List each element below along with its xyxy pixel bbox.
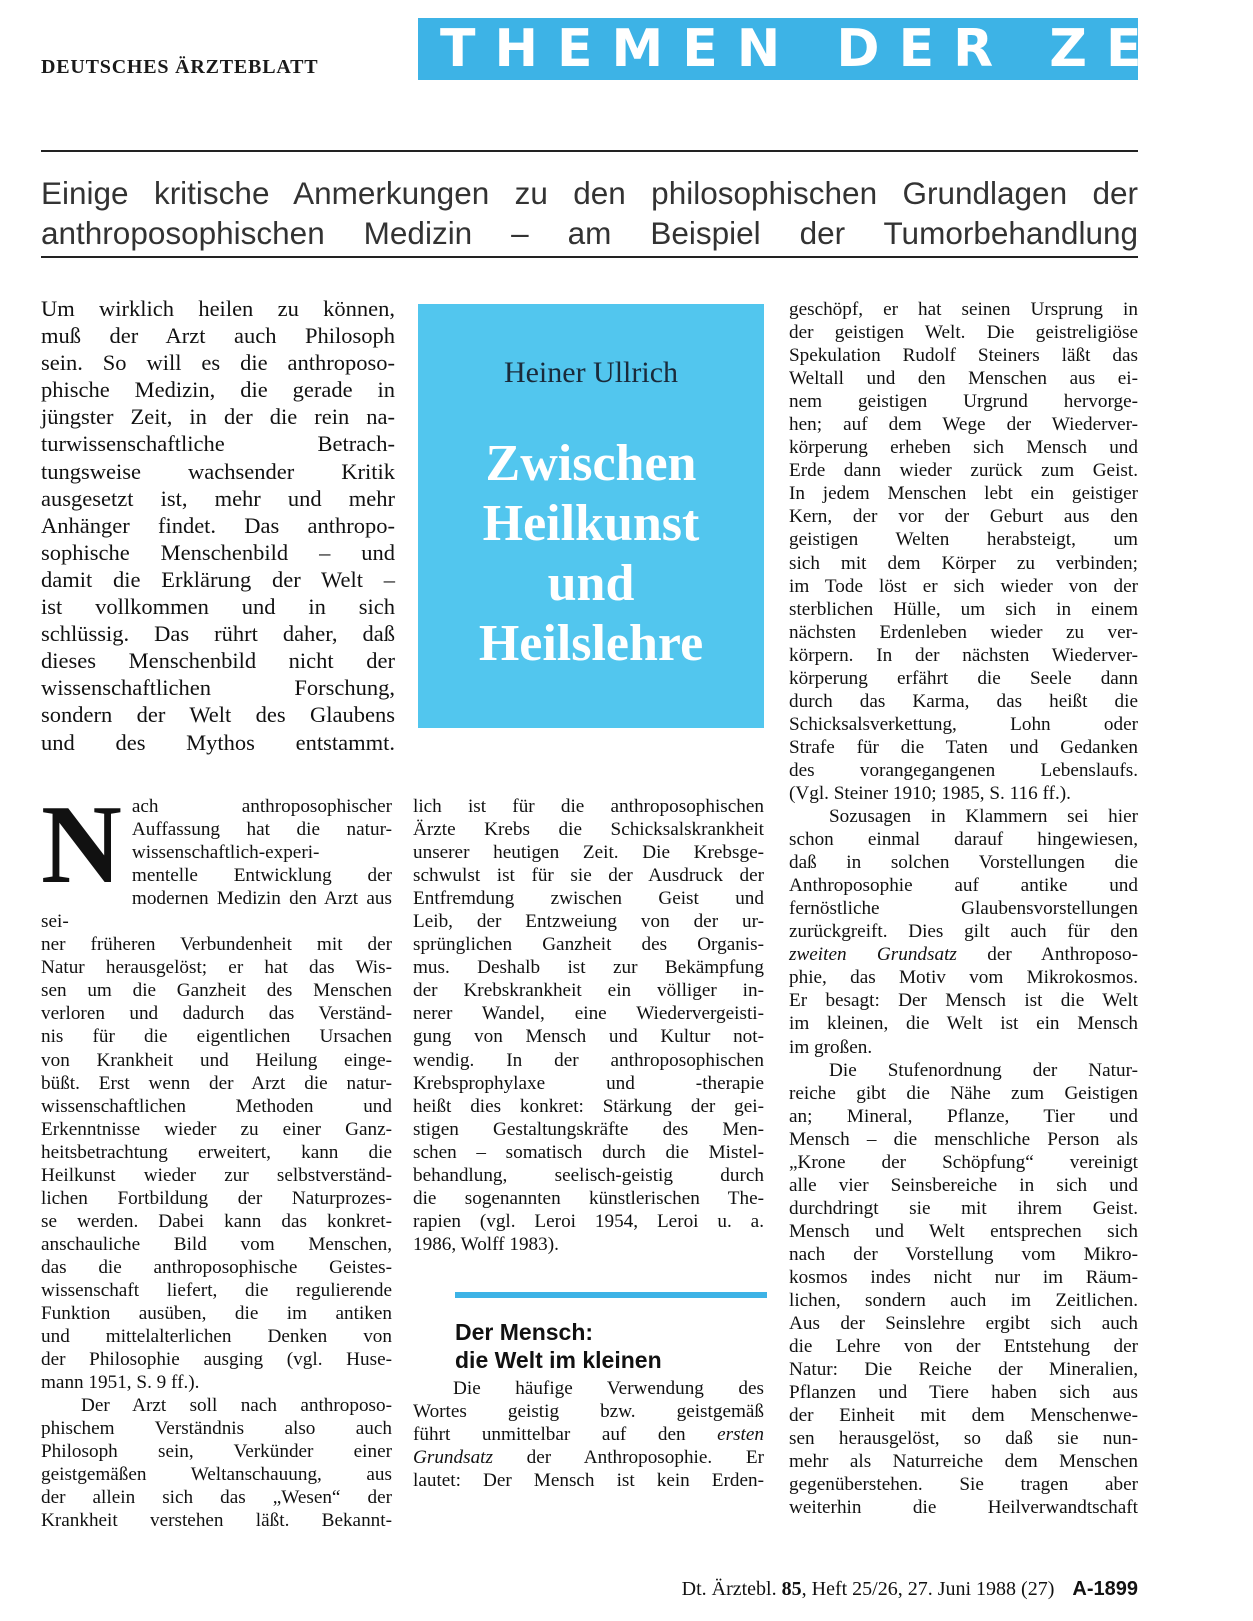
top-rule: [41, 150, 1138, 152]
text-line: sen herausgelöst, so daß sie nun-: [789, 1428, 1138, 1450]
text-line: unserer heutigen Zeit. Die Krebsge-: [413, 842, 764, 864]
lead-paragraph: [41, 295, 395, 756]
text-line: büßt. Erst wenn der Arzt die natur-: [41, 1072, 392, 1094]
text-line: nerer Wandel, eine Wiedervergeisti-: [413, 1003, 764, 1025]
text-line: Pflanzen und Tiere haben sich aus: [789, 1382, 1138, 1404]
column-2: [413, 795, 764, 1256]
text-line: dieses Menschenbild nicht der: [41, 648, 395, 674]
text-line: gung von Mensch und Kultur not-: [413, 1026, 764, 1048]
text-line: weiterhin die Heilverwandtschaft: [789, 1497, 1138, 1519]
text-line: ach anthroposophischer: [131, 796, 392, 817]
text-line: wissenschaft liefert, die regulierende: [41, 1279, 392, 1301]
col3-paragraph-2: [789, 805, 1138, 1059]
text-line: im Tode löst er sich wieder von der: [789, 575, 1138, 597]
text-line: geistgemäßen Weltanschauung, aus: [41, 1464, 392, 1486]
text-line: kosmos indes nicht nur im Räum-: [789, 1266, 1138, 1288]
text-line: im großen.: [789, 1036, 873, 1058]
column-1: [41, 783, 392, 1533]
text-line: sein. So will es die anthroposo-: [41, 350, 395, 376]
footer-journal: Dt. Ärztebl.: [681, 1578, 777, 1600]
text-line: nis für die eigentlichen Ursachen: [41, 1026, 392, 1048]
text-line: sondern der Welt des Glaubens: [41, 702, 395, 728]
text-line: Der Arzt soll nach anthroposo-: [81, 1395, 392, 1417]
text-line: der allein sich das „Wesen“ der: [41, 1487, 392, 1509]
text-line: heitsbetrachtung erweitert, kann die: [41, 1141, 392, 1163]
subheading-line: Der Mensch:: [455, 1319, 594, 1345]
author-name: Heiner Ullrich: [503, 356, 679, 389]
text-line: lichen Fortbildung der Naturprozes-: [41, 1187, 392, 1209]
text-line: der Philosophie ausging (vgl. Huse-: [41, 1349, 392, 1371]
article-title: [418, 434, 764, 674]
text-line: nem geistigen Urgrund hervorge-: [789, 391, 1138, 413]
text-line: Anhänger findet. Das anthropo-: [41, 512, 395, 538]
text-line: turwissenschaftliche Betrach-: [41, 431, 395, 457]
col2-paragraph-1: [413, 795, 764, 1256]
text-line: hen; auf dem Wege der Wiederver-: [789, 414, 1138, 436]
title-line: Heilslehre: [478, 615, 704, 672]
text-line: rapien (vgl. Leroi 1954, Leroi u. a.: [413, 1210, 764, 1232]
text-line: jüngster Zeit, in der die rein na-: [41, 404, 395, 430]
footer-issue: , Heft 25/26, 27. Juni 1988 (27): [801, 1578, 1055, 1600]
text-line: Natur: Die Reiche der Mineralien,: [789, 1359, 1138, 1381]
text-line: Aus der Seinslehre ergibt sich auch: [789, 1313, 1138, 1335]
text-line: Entfremdung zwischen Geist und: [413, 888, 764, 910]
text-line: wissenschaftlich-experi-: [131, 842, 320, 864]
text-line: Erde dann wieder zurück zum Geist.: [789, 460, 1138, 482]
text-line: behandlung, seelisch-geistig durch: [413, 1164, 764, 1186]
text-line: ner früheren Verbundenheit mit der: [41, 934, 392, 956]
title-line: Zwischen: [485, 435, 697, 492]
text-line: Sozusagen in Klammern sei hier: [829, 806, 1138, 828]
headline-rule: [41, 256, 1138, 258]
text-line: Philosoph sein, Verkünder einer: [41, 1441, 392, 1463]
text-line: Die häufige Verwendung des: [453, 1378, 764, 1399]
text-line: des vorangegangenen Lebenslaufs.: [789, 759, 1138, 781]
text-line: führt unmittelbar auf den ersten: [413, 1424, 764, 1446]
text-line: durchdringt sie mit ihrem Geist.: [789, 1197, 1138, 1219]
text-line: körperung erfährt die Seele dann: [789, 667, 1138, 689]
text-line: Mensch – die menschliche Person als: [789, 1128, 1138, 1150]
text-line: zweiten Grundsatz der Anthroposo-: [789, 944, 1138, 966]
text-line: durch das Karma, das heißt die: [789, 690, 1138, 712]
text-line: phie, das Motiv vom Mikrokosmos.: [789, 967, 1138, 989]
text-line: nächsten Erdenleben wieder zu ver-: [789, 621, 1138, 643]
text-line: ausgesetzt ist, mehr und mehr: [41, 485, 395, 511]
title-box: [418, 304, 764, 728]
text-line: (Vgl. Steiner 1910; 1985, S. 116 ff.).: [789, 782, 1071, 804]
text-line: mus. Deshalb ist zur Bekämpfung: [413, 957, 764, 979]
text-line: der Krebskrankheit ein völliger in-: [413, 980, 764, 1002]
text-line: schwulst ist für sie der Ausdruck der: [413, 865, 764, 887]
text-line: von Krankheit und Heilung einge-: [41, 1049, 392, 1071]
text-line: daß in solchen Vorstellungen die: [789, 852, 1138, 874]
text-line: Natur herausgelöst; er hat das Wis-: [41, 957, 392, 979]
text-line: se werden. Dabei kann das konkret-: [41, 1210, 392, 1232]
text-line: phische Medizin, die gerade in: [41, 377, 395, 403]
text-line: Heilkunst wieder zur selbstverständ-: [41, 1164, 392, 1186]
col2-paragraph-2: [413, 1377, 764, 1492]
text-line: lich ist für die anthroposophischen: [413, 796, 764, 817]
text-line: wendig. In der anthroposophischen: [413, 1049, 764, 1071]
drop-cap: N: [41, 783, 122, 907]
text-line: schen – somatisch durch die Mistel-: [413, 1141, 764, 1163]
text-line: Grundsatz der Anthroposophie. Er: [413, 1447, 764, 1469]
col3-paragraph-3: [789, 1059, 1138, 1520]
article-headline: Einige kritische Anmerkungen zu den philosophischen Grundlagen der anthroposophischen Medizin – am Beispiel der Tumorbehandlung: [41, 175, 1138, 251]
text-line: geistigen Welten herabsteigt, um: [789, 529, 1138, 551]
text-line: Die Stufenordnung der Natur-: [829, 1059, 1138, 1081]
text-line: im kleinen, die Welt ist ein Mensch: [789, 1013, 1138, 1035]
text-line: schon einmal darauf hingewiesen,: [789, 829, 1138, 851]
section-bar: [455, 1292, 767, 1298]
text-line: Funktion ausüben, die im antiken: [41, 1303, 392, 1325]
text-line: und mittelalterlichen Denken von: [41, 1326, 392, 1348]
column-2-continued: [413, 1377, 764, 1492]
col1-paragraph-2: [41, 1394, 392, 1532]
text-line: Wortes geistig bzw. geistgemäß: [413, 1401, 764, 1423]
text-line: ist vollkommen und in sich: [41, 594, 395, 620]
text-line: sterblichen Hülle, um sich in einem: [789, 598, 1138, 620]
text-line: stigen Gestaltungskräfte des Men-: [413, 1118, 764, 1140]
text-line: die sogenannten künstlerischen The-: [413, 1187, 764, 1209]
text-line: damit die Erklärung der Welt –: [41, 566, 395, 592]
text-line: Anthroposophie auf antike und: [789, 875, 1138, 897]
text-line: sich mit dem Körper zu verbinden;: [789, 552, 1138, 574]
text-line: muß der Arzt auch Philosoph: [41, 323, 395, 349]
text-line: In jedem Menschen lebt ein geistiger: [789, 483, 1138, 505]
section-subheading: [455, 1318, 775, 1374]
text-line: phischem Verständnis also auch: [41, 1418, 392, 1440]
text-line: Ärzte Krebs die Schicksalskrankheit: [413, 819, 764, 841]
text-line: zurückgreift. Dies gilt auch für den: [789, 921, 1138, 943]
text-line: Er besagt: Der Mensch ist die Welt: [789, 990, 1138, 1012]
text-line: lautet: Der Mensch ist kein Erden-: [413, 1470, 764, 1492]
text-line: Strafe für die Taten und Gedanken: [789, 736, 1138, 758]
text-line: mehr als Naturreiche dem Menschen: [789, 1451, 1138, 1473]
text-line: modernen Medizin den Arzt aus sei-: [41, 888, 392, 933]
text-line: Krankheit verstehen läßt. Bekannt-: [41, 1510, 392, 1532]
text-line: das die anthroposophische Geistes-: [41, 1256, 392, 1278]
subheading-line: die Welt im kleinen: [455, 1347, 662, 1373]
text-line: heißt dies konkret: Stärkung der gei-: [413, 1095, 764, 1117]
column-3: [789, 298, 1138, 1519]
text-line: Mensch und Welt entsprechen sich: [789, 1220, 1138, 1242]
text-line: und des Mythos entstammt.: [41, 729, 395, 755]
text-line: der geistigen Welt. Die geistreligiöse: [789, 322, 1138, 344]
title-line: Heilkunst: [482, 495, 700, 552]
text-line: Leib, der Entzweiung von der ur-: [413, 911, 764, 933]
text-line: Spekulation Rudolf Steiners läßt das: [789, 345, 1138, 367]
text-line: der Einheit mit dem Menschenwe-: [789, 1405, 1138, 1427]
text-line: sophische Menschenbild – und: [41, 539, 395, 565]
text-line: Schicksalsverkettung, Lohn oder: [789, 713, 1138, 735]
text-line: anschauliche Bild vom Menschen,: [41, 1233, 392, 1255]
text-line: sprünglichen Ganzheit des Organis-: [413, 934, 764, 956]
footer-volume: 85: [781, 1578, 802, 1600]
section-banner: THEMEN DER ZEIT: [418, 18, 1138, 80]
text-line: mann 1951, S. 9 ff.).: [41, 1372, 200, 1394]
journal-name: DEUTSCHES ÄRZTEBLATT: [41, 56, 319, 78]
text-line: an; Mineral, Pflanze, Tier und: [789, 1105, 1138, 1127]
text-line: reiche gibt die Nähe zum Geistigen: [789, 1082, 1138, 1104]
text-line: fernöstliche Glaubensvorstellungen: [789, 898, 1138, 920]
text-line: schlüssig. Das rührt daher, daß: [41, 621, 395, 647]
text-line: Auffassung hat die natur-: [131, 819, 392, 841]
text-line: körperung erheben sich Mensch und: [789, 437, 1138, 459]
text-line: wissenschaftlichen Forschung,: [41, 675, 395, 701]
text-line: mentelle Entwicklung der: [131, 865, 392, 887]
text-line: alle vier Seinsbereiche in sich und: [789, 1174, 1138, 1196]
text-line: lichen, sondern auch im Zeitlichen.: [789, 1290, 1138, 1312]
text-line: Krebsprophylaxe und -therapie: [413, 1072, 764, 1094]
title-line: und: [547, 555, 635, 612]
text-line: nach der Vorstellung vom Mikro-: [789, 1243, 1138, 1265]
text-line: „Krone der Schöpfung“ vereinigt: [789, 1151, 1138, 1173]
text-line: verloren und dadurch das Verständ-: [41, 1003, 392, 1025]
col3-paragraph-1: [789, 298, 1138, 805]
text-line: Weltall und den Menschen aus ei-: [789, 368, 1138, 390]
text-line: Kern, der vor der Geburt aus den: [789, 506, 1138, 528]
text-line: die Lehre von der Entstehung der: [789, 1336, 1138, 1358]
page-number: A-1899: [1072, 1578, 1138, 1600]
text-line: körpern. In der nächsten Wiederver-: [789, 644, 1138, 666]
text-line: wissenschaftlichen Methoden und: [41, 1095, 392, 1117]
text-line: sen um die Ganzheit des Menschen: [41, 980, 392, 1002]
text-line: gegenüberstehen. Sie tragen aber: [789, 1474, 1138, 1496]
text-line: tungsweise wachsender Kritik: [41, 458, 395, 484]
text-line: geschöpf, er hat seinen Ursprung in: [789, 299, 1138, 320]
text-line: Erkenntnisse wieder zu einer Ganz-: [41, 1118, 392, 1140]
text-line: 1986, Wolff 1983).: [413, 1233, 559, 1255]
page-footer: [682, 1578, 1138, 1601]
text-line: Um wirklich heilen zu können,: [41, 296, 395, 321]
